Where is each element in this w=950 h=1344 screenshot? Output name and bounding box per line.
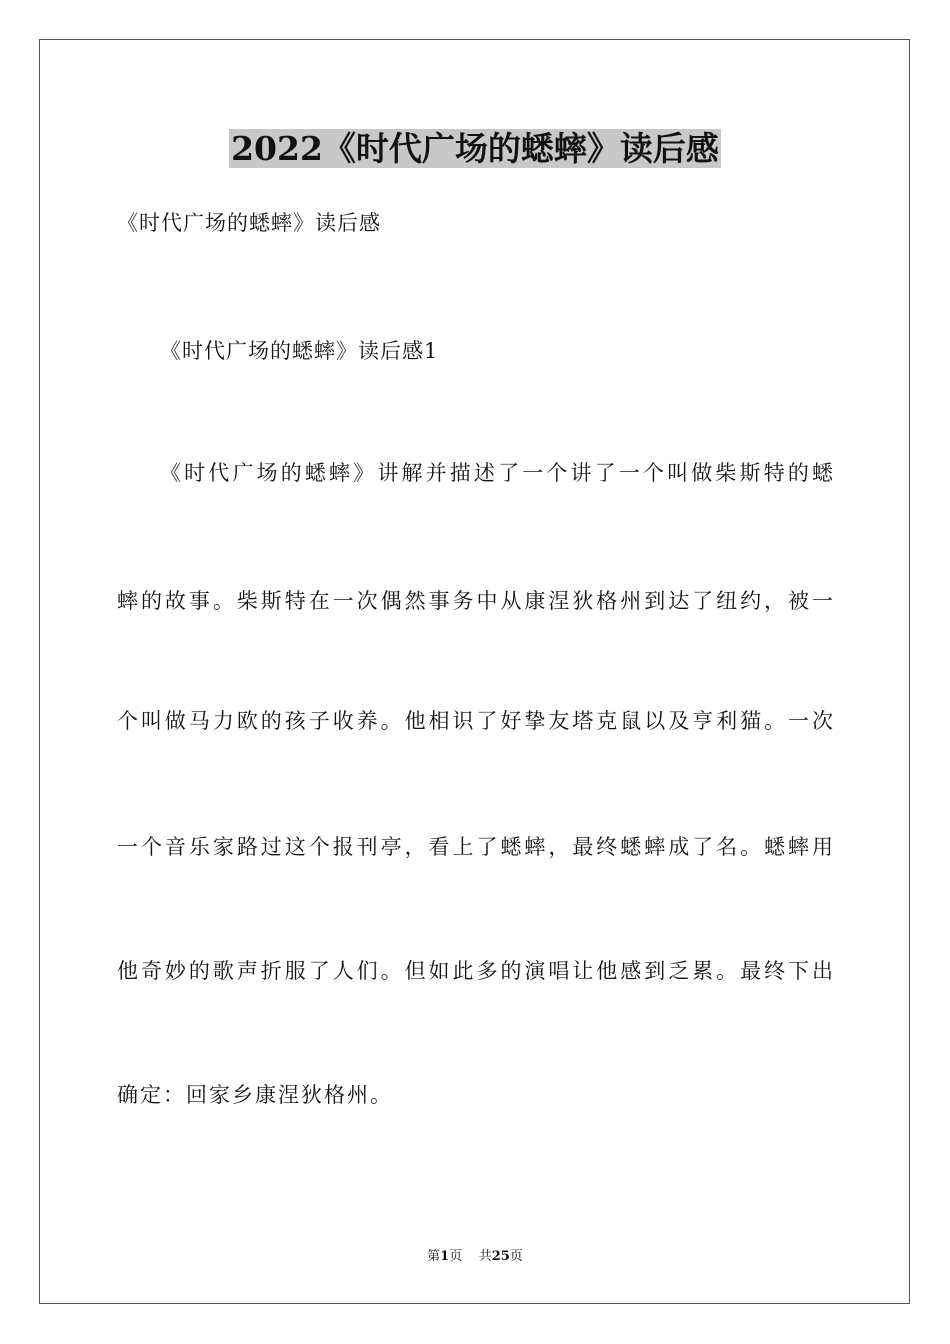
footer-page-prefix: 第 [427, 1249, 441, 1264]
footer-total-pages: 25 [491, 1249, 510, 1264]
footer-page-suffix: 页 [449, 1249, 463, 1264]
body-line: 确定：回家乡康涅狄格州。 [117, 1083, 393, 1107]
page-footer [0, 1248, 950, 1266]
footer-total-suffix: 页 [509, 1249, 523, 1264]
body-line: 蟀的故事。柴斯特在一次偶然事务中从康涅狄格州到达了纽约，被一 [117, 589, 833, 613]
document-title [0, 124, 950, 174]
body-line: 个叫做马力欧的孩子收养。他相识了好挚友塔克鼠以及亨利猫。一次 [117, 709, 833, 733]
body-line: 一个音乐家路过这个报刊亭，看上了蟋蟀，最终蟋蟀成了名。蟋蟀用 [117, 835, 833, 859]
document-title-text: 2022《时代广场的蟋蟀》读后感 [231, 129, 719, 168]
document-subtitle: 《时代广场的蟋蟀》读后感 [117, 211, 381, 235]
footer-page-number: 1 [440, 1249, 450, 1264]
section-heading: 《时代广场的蟋蟀》读后感1 [160, 339, 439, 363]
body-line: 他奇妙的歌声折服了人们。但如此多的演唱让他感到乏累。最终下出 [117, 959, 833, 983]
body-line: 《时代广场的蟋蟀》讲解并描述了一个讲了一个叫做柴斯特的蟋 [160, 461, 833, 485]
footer-total-prefix: 共 [478, 1249, 492, 1264]
